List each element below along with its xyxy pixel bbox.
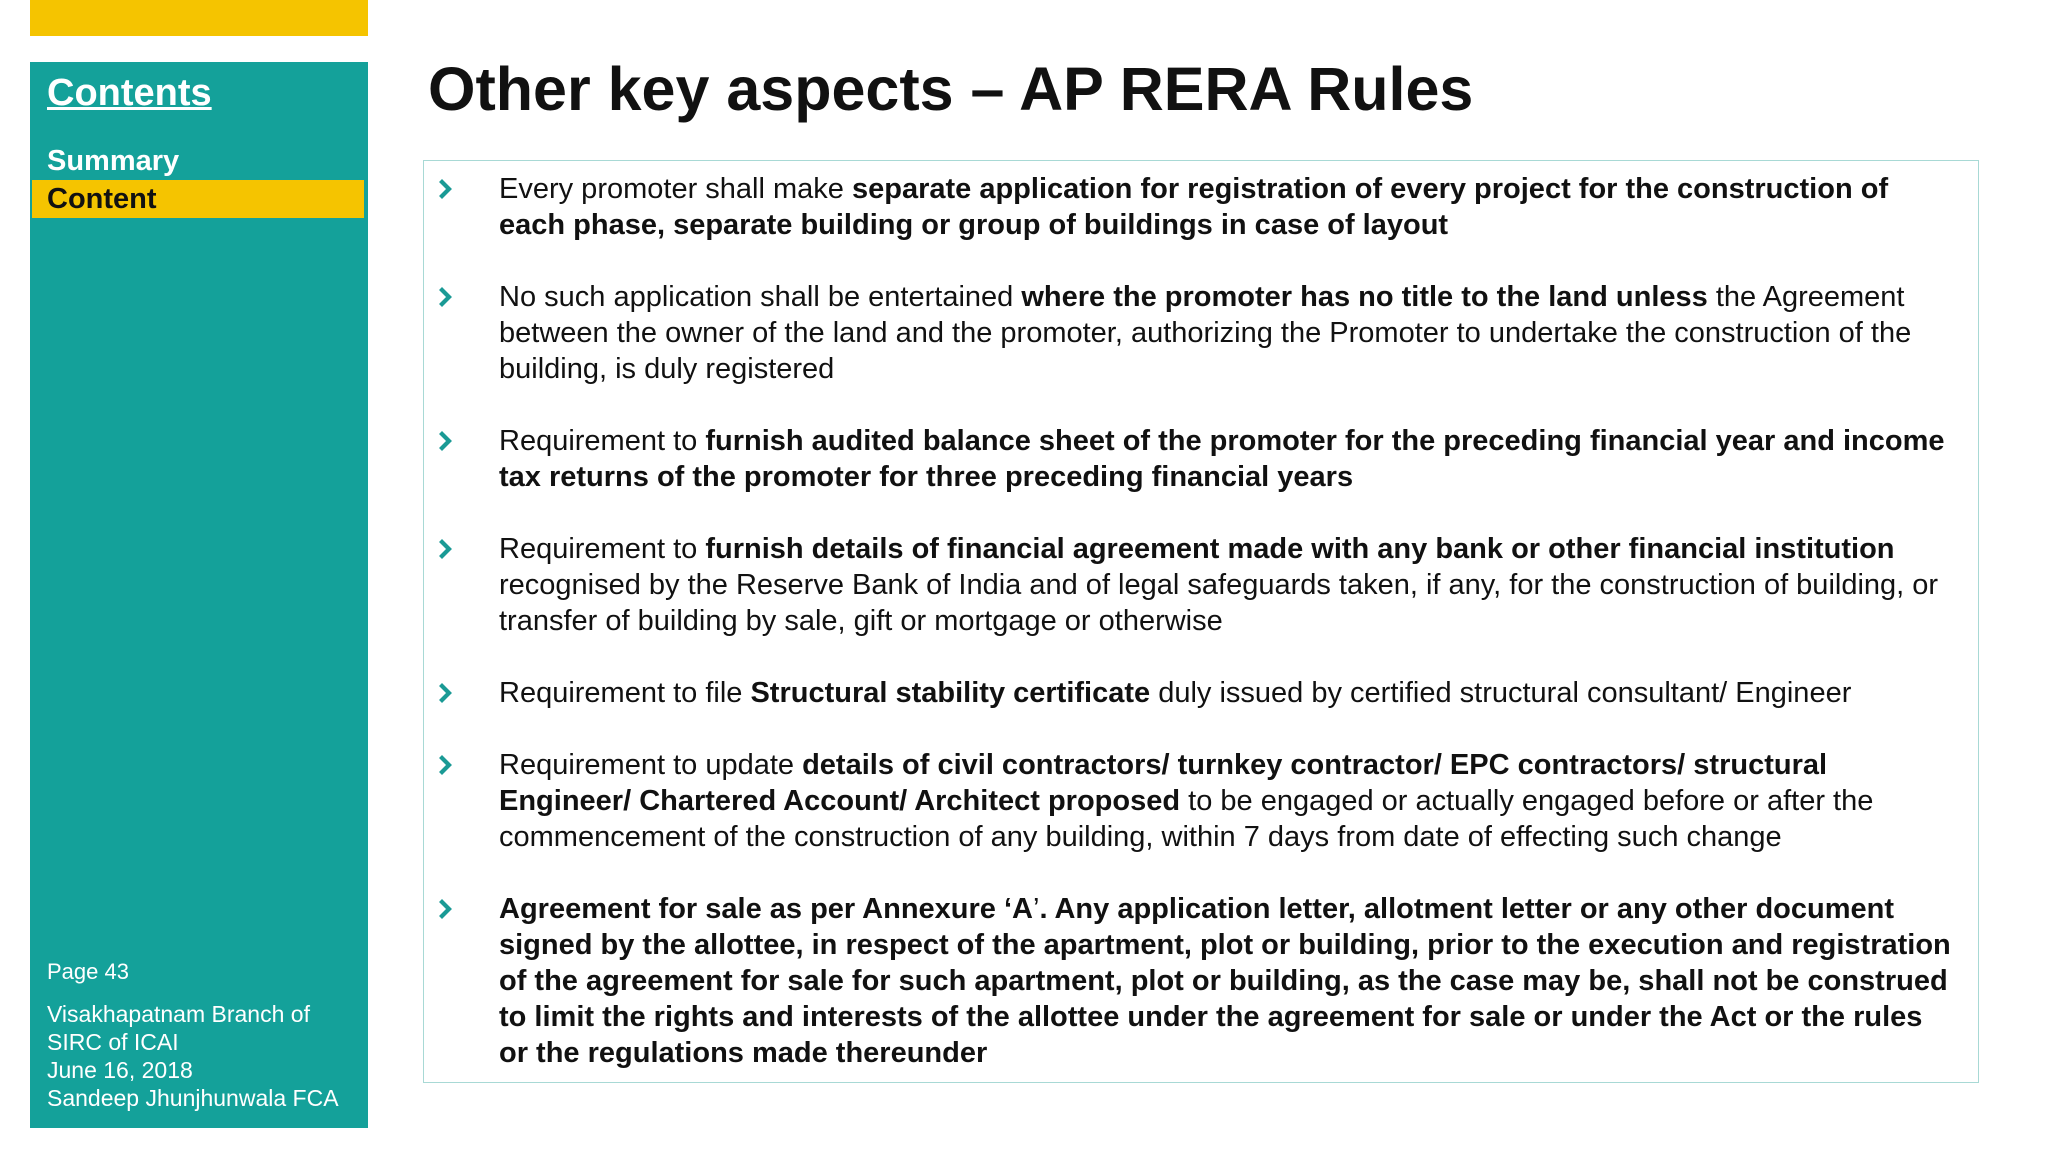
bullet-text — [499, 675, 1959, 711]
bullet-text-bold-run: Structural stability certificate — [750, 677, 1151, 709]
chevron-right-icon — [438, 279, 456, 315]
top-accent-bar — [30, 0, 368, 36]
bullet-text-run: Requirement to — [499, 425, 706, 457]
footer-line-branch: Visakhapatnam Branch of — [47, 1001, 310, 1027]
chevron-right-icon — [438, 891, 456, 927]
sidebar-heading-contents[interactable]: Contents — [47, 72, 212, 114]
chevron-right-icon — [438, 423, 456, 459]
bullet-text-bold-run: separate application for registration of every project for the construction of each phase, separate building or group of buildings in case of layout — [499, 173, 1889, 241]
bullet-text-run: Requirement to — [499, 533, 706, 565]
footer-line-author: Sandeep Jhunjhunwala FCA — [47, 1085, 339, 1111]
bullet-text — [499, 531, 1959, 639]
sidebar — [30, 62, 368, 1128]
bullet-text-run: Requirement to file — [499, 677, 751, 709]
bullet-text-bold-run: where the promoter has no title to the land unless — [1021, 281, 1708, 313]
footer-line-date: June 16, 2018 — [47, 1057, 193, 1083]
bullet-text-run: ’ — [1033, 893, 1040, 925]
bullet-text-run: Requirement to update — [499, 749, 803, 781]
footer-line-sirc: SIRC of ICAI — [47, 1029, 179, 1055]
bullet-text-bold-run: . Any application letter, allotment letter or any other document signed by the allottee, in respect of the apartment, plot or building, prior to the execution and registration of the agreement for sale for such apartment, plot or building, as the case may be, shall not be construed to limit the rights and interests of the allottee under the agreement for sale or under the Act or the rules or the regulations made thereunder — [499, 893, 1951, 1069]
bullet-text-run: the Agreement between the owner of the land and the promoter, authorizing the Promoter to undertake the construction of the building, is duly registered — [499, 281, 1912, 385]
bullet-text — [499, 279, 1959, 387]
bullet-text-run: to be engaged or actually engaged before or after the commencement of the construction of any building, within 7 days from date of effecting such change — [499, 785, 1874, 853]
content-box — [423, 160, 1979, 1083]
bullet-text — [499, 747, 1959, 855]
chevron-right-icon — [438, 675, 456, 711]
bullet-text-run: No such application shall be entertained — [499, 281, 1022, 313]
bullet-text-bold-run: furnish details of financial agreement made with any bank or other financial institution — [705, 533, 1895, 565]
bullet-text-run: duly issued by certified structural consultant/ Engineer — [1150, 677, 1852, 709]
bullet-text-run: Every promoter shall make — [499, 173, 852, 205]
chevron-right-icon — [438, 747, 456, 783]
bullet-text — [499, 171, 1959, 243]
page-title: Other key aspects – AP RERA Rules — [428, 55, 1474, 123]
sidebar-item-summary[interactable]: Summary — [47, 145, 180, 177]
bullet-text-bold-run: furnish audited balance sheet of the promoter for the preceding financial year and income tax returns of the promoter for three preceding financial years — [499, 425, 1945, 493]
bullet-text-bold-run: details of civil contractors/ turnkey contractor/ EPC contractors/ structural Engineer/ Chartered Account/ Architect proposed — [499, 749, 1828, 817]
bullet-text — [499, 423, 1959, 495]
footer-info — [47, 1000, 339, 1112]
bullet-text — [499, 891, 1959, 1071]
chevron-right-icon — [438, 171, 456, 207]
bullet-text-bold-run: Agreement for sale as per Annexure ‘A — [499, 893, 1033, 925]
page-number: Page 43 — [47, 959, 129, 984]
chevron-right-icon — [438, 531, 456, 567]
sidebar-item-content[interactable]: Content — [32, 180, 364, 218]
bullet-text-run: recognised by the Reserve Bank of India and of legal safeguards taken, if any, for the construction of building, or transfer of building by sale, gift or mortgage or otherwise — [499, 569, 1939, 637]
